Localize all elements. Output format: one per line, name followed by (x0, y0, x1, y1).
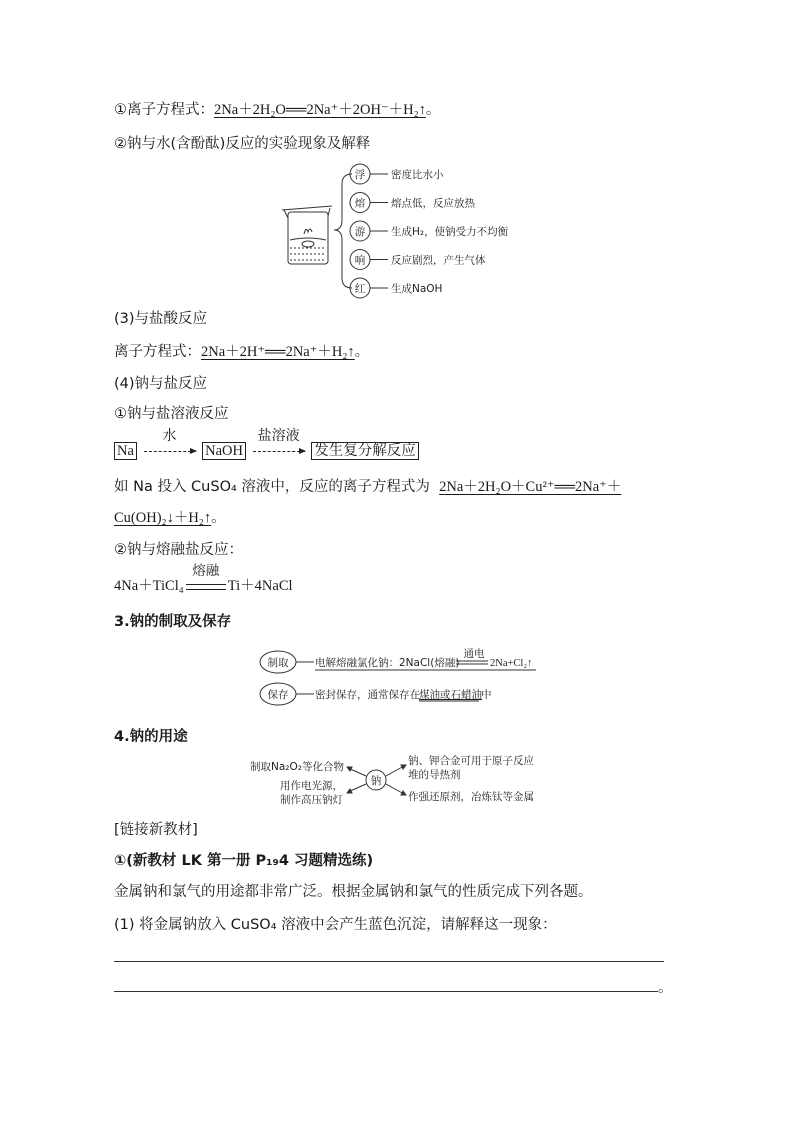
exercise-question-1: (1) 将金属钠放入 CuSO₄ 溶液中会产生蓝色沉淀，请解释这一现象： (114, 917, 557, 933)
na-salt-flow (114, 428, 419, 461)
period: 。 (425, 102, 441, 118)
prep-text: 电解熔融氯化钠：2NaCl(熔融) (315, 657, 460, 669)
store-end: 中 (481, 689, 492, 701)
label: ①离子方程式： (114, 102, 214, 118)
cuso4-eq-part-a: 2Na＋2H₂O＋Cu²⁺══2Na⁺＋ (439, 479, 622, 495)
phenomenon-char: 熔 (354, 197, 366, 210)
prep-cond: 通电 (463, 648, 485, 660)
cuso4-line-2 (114, 508, 226, 528)
answer-line-1[interactable] (114, 961, 664, 962)
phenomenon-char: 响 (354, 254, 366, 267)
phenomenon-char: 游 (354, 226, 366, 238)
use-left-bottom-1: 用作电光源， (280, 780, 343, 792)
flow-naoh: NaOH (202, 442, 246, 460)
flow-na: Na (114, 442, 137, 460)
prep-storage-diagram (256, 646, 546, 708)
phenomenon-explanation: 熔点低，反应放热 (391, 197, 475, 210)
beaker-illustration (282, 206, 332, 264)
store-kerosene: 煤油或石蜡油 (419, 689, 482, 701)
section4-heading: 4.钠的用途 (114, 729, 188, 745)
na-water-heading: ②钠与水(含酚酞)反应的实验现象及解释 (114, 136, 371, 152)
exercise-intro: 金属钠和氯气的用途都非常广泛。根据金属钠和氯气的性质完成下列各题。 (114, 884, 593, 900)
equation: 2Na＋2H⁺══2Na⁺＋H₂↑ (201, 344, 355, 360)
salt-solution-heading: ①钠与盐溶液反应 (114, 406, 229, 422)
cuso4-eq-part-b: Cu(OH)₂↓＋H₂↑ (114, 510, 212, 526)
flow-arrow-salt (251, 428, 307, 461)
period: 。 (354, 344, 370, 360)
brace (334, 174, 352, 288)
ticl4-equation (114, 563, 293, 596)
flow-salt-label: 盐溶液 (257, 428, 300, 444)
ionic-equation-water (114, 100, 440, 120)
uses-diagram (248, 752, 558, 812)
prep-label: 制取 (267, 657, 289, 669)
ticl4-cond-label: 熔融 (192, 563, 220, 579)
phenomenon-explanation: 生成NaOH (391, 283, 443, 295)
cuso4-line (114, 477, 621, 497)
hcl-heading: (3)与盐酸反应 (114, 311, 208, 327)
use-right-top-1: 钠、钾合金可用于原子反应 (408, 755, 534, 767)
answer-line-2[interactable] (114, 991, 658, 992)
phenomenon-char: 浮 (354, 169, 366, 181)
hcl-equation (114, 342, 369, 362)
use-right-top-2: 堆的导热剂 (408, 769, 461, 781)
equation: 2Na＋2H₂O══2Na⁺＋2OH⁻＋H₂↑ (214, 102, 426, 118)
phenomenon-explanation: 密度比水小 (391, 169, 444, 181)
label: 离子方程式： (114, 344, 201, 360)
phenomenon-explanation: 反应剧烈，产生气体 (391, 254, 486, 267)
ticl4-right: Ti＋4NaCl (227, 578, 293, 594)
link-heading: [链接新教材] (114, 822, 198, 838)
salt-heading: (4)钠与盐反应 (114, 376, 208, 392)
period: 。 (211, 510, 226, 526)
flow-result: 发生复分解反应 (311, 442, 419, 460)
exercise-source: ①(新教材 LK 第一册 P₁₉4 习题精选练) (114, 853, 374, 869)
use-right-bottom: 作强还原剂，冶炼钛等金属 (408, 791, 534, 803)
prep-product: 2Na+Cl₂↑ (490, 658, 533, 669)
use-left-top: 制取Na₂O₂等化合物 (250, 761, 344, 773)
na-water-diagram (270, 160, 550, 302)
section3-heading: 3.钠的制取及保存 (114, 614, 232, 630)
ticl4-left: 4Na＋TiCl₄ (114, 578, 184, 594)
phenomenon-char: 红 (354, 283, 366, 295)
store-label: 保存 (267, 689, 289, 701)
store-text: 密封保存，通常保存在 (315, 689, 420, 701)
flow-water-label: 水 (162, 428, 177, 444)
use-left-bottom-2: 制作高压钠灯 (280, 794, 343, 806)
flow-arrow-water (142, 428, 198, 461)
phenomenon-explanation: 生成H₂，使钠受力不均衡 (391, 226, 509, 238)
molten-heading: ②钠与熔融盐反应： (114, 542, 243, 558)
ticl4-condition (186, 563, 226, 596)
answer-period: 。 (658, 980, 673, 996)
cuso4-text: 如 Na 投入 CuSO₄ 溶液中，反应的离子方程式为 (114, 479, 430, 495)
center-label: 钠 (370, 775, 382, 787)
